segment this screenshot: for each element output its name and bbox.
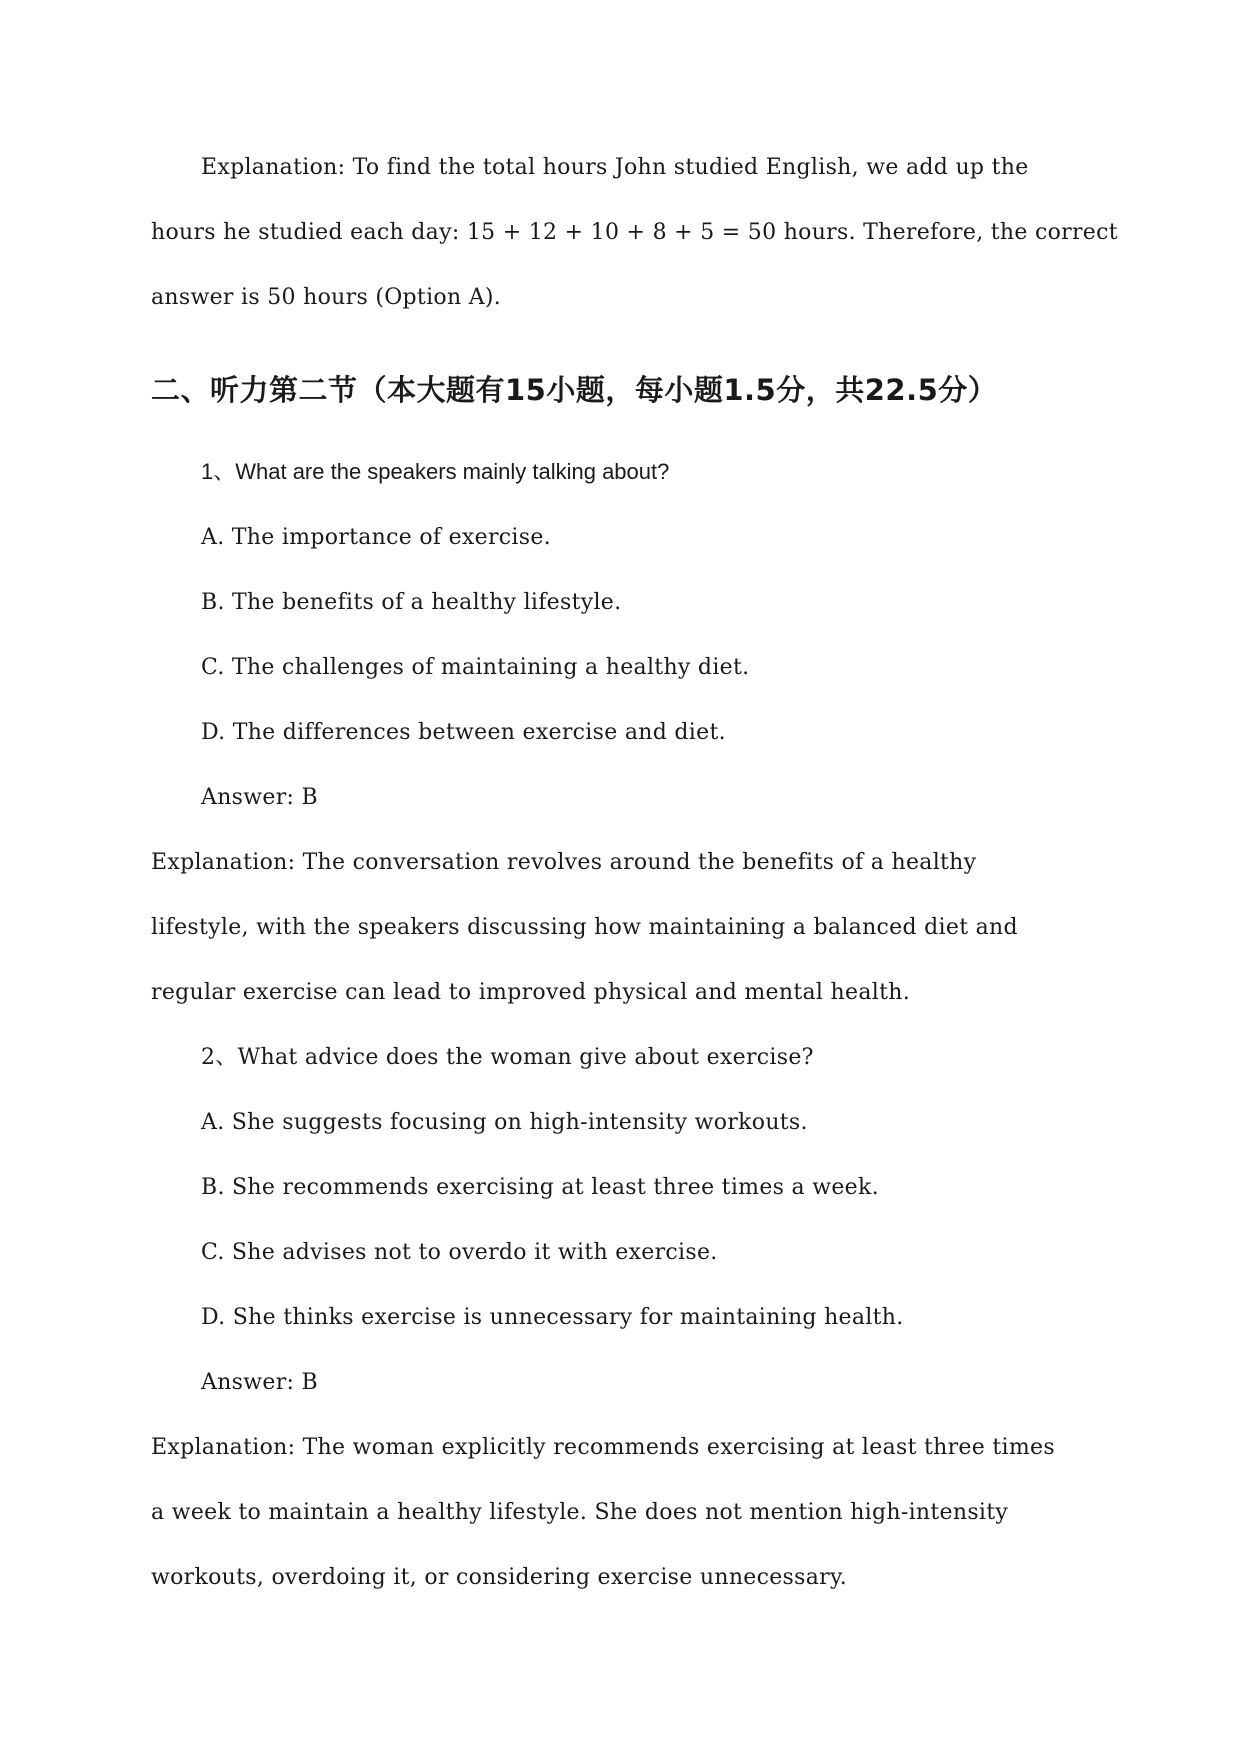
section-heading: 二、听力第二节（本大题有15小题，每小题1.5分，共22.5分） bbox=[151, 373, 998, 407]
question-1-answer: Answer: B bbox=[201, 785, 318, 810]
prev-explanation-line-1: Explanation: To find the total hours John studied English, we add up the bbox=[201, 155, 1029, 180]
question-2-option-b: B. She recommends exercising at least three times a week. bbox=[201, 1175, 879, 1200]
question-2-explanation-line-2: a week to maintain a healthy lifestyle. She does not mention high-intensity bbox=[151, 1500, 1009, 1525]
question-2-answer: Answer: B bbox=[201, 1370, 318, 1395]
question-1-option-c: C. The challenges of maintaining a healthy diet. bbox=[201, 655, 750, 680]
question-2-option-c: C. She advises not to overdo it with exercise. bbox=[201, 1240, 718, 1265]
question-1-explanation-line-3: regular exercise can lead to improved physical and mental health. bbox=[151, 980, 910, 1005]
prev-explanation-line-3: answer is 50 hours (Option A). bbox=[151, 285, 502, 310]
question-2-explanation-line-3: workouts, overdoing it, or considering exercise unnecessary. bbox=[151, 1565, 848, 1590]
question-1-option-a: A. The importance of exercise. bbox=[201, 525, 551, 550]
question-1-option-d: D. The differences between exercise and diet. bbox=[201, 720, 726, 745]
question-2-explanation-line-1: Explanation: The woman explicitly recommends exercising at least three times bbox=[151, 1435, 1055, 1460]
question-2-option-a: A. She suggests focusing on high-intensity workouts. bbox=[201, 1110, 808, 1135]
question-2-option-d: D. She thinks exercise is unnecessary for maintaining health. bbox=[201, 1305, 904, 1330]
question-1-explanation-line-2: lifestyle, with the speakers discussing how maintaining a balanced diet and bbox=[151, 915, 1018, 940]
question-2-text: 2、What advice does the woman give about exercise? bbox=[201, 1045, 814, 1070]
prev-explanation-line-2: hours he studied each day: 15 + 12 + 10 + 8 + 5 = 50 hours. Therefore, the correct bbox=[151, 220, 1118, 245]
question-1-explanation-line-1: Explanation: The conversation revolves around the benefits of a healthy bbox=[151, 850, 977, 875]
question-1-option-b: B. The benefits of a healthy lifestyle. bbox=[201, 590, 622, 615]
question-1-text: 1、What are the speakers mainly talking about? bbox=[201, 459, 670, 484]
